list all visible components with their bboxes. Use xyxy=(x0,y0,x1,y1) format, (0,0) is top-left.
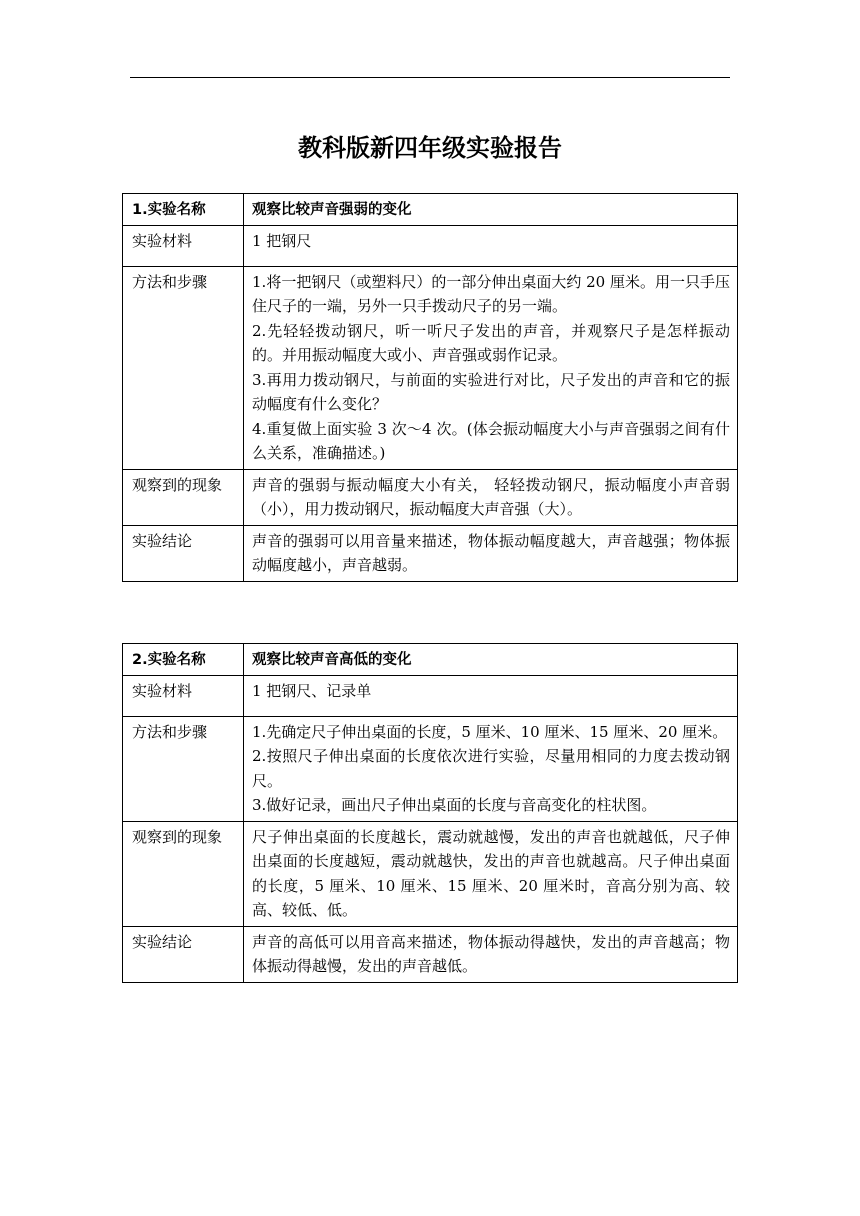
observation-value: 尺子伸出桌面的长度越长，震动就越慢，发出的声音也就越低，尺子伸出桌面的长度越短，震动就越快，发出的声音也就越高。尺子伸出桌面的长度，5 厘米、10 厘米、15 厘米、20 厘米时，音高分别为高、较高、较低、低。 xyxy=(244,821,738,926)
step-item: 2.按照尺子伸出桌面的长度依次进行实验，尽量用相同的力度去拨动钢尺。 xyxy=(252,747,730,790)
conclusion-row xyxy=(123,926,738,982)
experiment-name: 观察比较声音高低的变化 xyxy=(244,644,738,676)
steps-list xyxy=(244,716,738,821)
observation-label: 观察到的现象 xyxy=(123,469,244,525)
materials-value: 1 把钢尺 xyxy=(244,225,738,266)
step-item: 3.再用力拨动钢尺，与前面的实验进行对比，尺子发出的声音和它的振动幅度有什么变化？ xyxy=(252,370,730,413)
experiment-table-2 xyxy=(122,643,738,983)
step-item: 4.重复做上面实验 3 次～4 次。(体会振动幅度大小与声音强弱之间有什么关系，准确描述。) xyxy=(252,419,730,462)
document-title: 教科版新四年级实验报告 xyxy=(298,134,562,162)
conclusion-value: 声音的强弱可以用音量来描述，物体振动幅度越大，声音越强；物体振动幅度越小，声音越弱。 xyxy=(244,525,738,581)
observation-row xyxy=(123,821,738,926)
conclusion-value: 声音的高低可以用音高来描述，物体振动得越快，发出的声音越高；物体振动得越慢，发出的声音越低。 xyxy=(244,926,738,982)
steps-list xyxy=(244,266,738,469)
experiment-name-label: 1.实验名称 xyxy=(123,194,244,226)
conclusion-label: 实验结论 xyxy=(123,525,244,581)
step-item: 3.做好记录，画出尺子伸出桌面的长度与音高变化的柱状图。 xyxy=(252,796,657,814)
materials-label: 实验材料 xyxy=(123,225,244,266)
steps-row xyxy=(123,716,738,821)
observation-row xyxy=(123,469,738,525)
experiment-name: 观察比较声音强弱的变化 xyxy=(244,194,738,226)
step-item: 2.先轻轻拨动钢尺，听一听尺子发出的声音，并观察尺子是怎样振动的。并用振动幅度大或小、声音强或弱作记录。 xyxy=(252,321,730,364)
materials-row xyxy=(123,675,738,716)
observation-label: 观察到的现象 xyxy=(123,821,244,926)
experiment-name-row xyxy=(123,194,738,226)
header-rule xyxy=(130,77,730,78)
steps-label: 方法和步骤 xyxy=(123,266,244,469)
steps-row xyxy=(123,266,738,469)
step-item: 1.先确定尺子伸出桌面的长度，5 厘米、10 厘米、15 厘米、20 厘米。 xyxy=(252,722,728,741)
conclusion-label: 实验结论 xyxy=(123,926,244,982)
conclusion-row xyxy=(123,525,738,581)
materials-row xyxy=(123,225,738,266)
steps-label: 方法和步骤 xyxy=(123,716,244,821)
materials-value: 1 把钢尺、记录单 xyxy=(244,675,738,716)
experiment-name-row xyxy=(123,644,738,676)
step-item: 1.将一把钢尺（或塑料尺）的一部分伸出桌面大约 20 厘米。用一只手压住尺子的一端，另外一只手拨动尺子的另一端。 xyxy=(252,272,730,315)
materials-label: 实验材料 xyxy=(123,675,244,716)
observation-value: 声音的强弱与振动幅度大小有关， 轻轻拨动钢尺，振动幅度小声音弱（小），用力拨动钢尺，振动幅度大声音强（大）。 xyxy=(244,469,738,525)
experiment-table-1 xyxy=(122,193,738,582)
experiment-name-label: 2.实验名称 xyxy=(123,644,244,676)
